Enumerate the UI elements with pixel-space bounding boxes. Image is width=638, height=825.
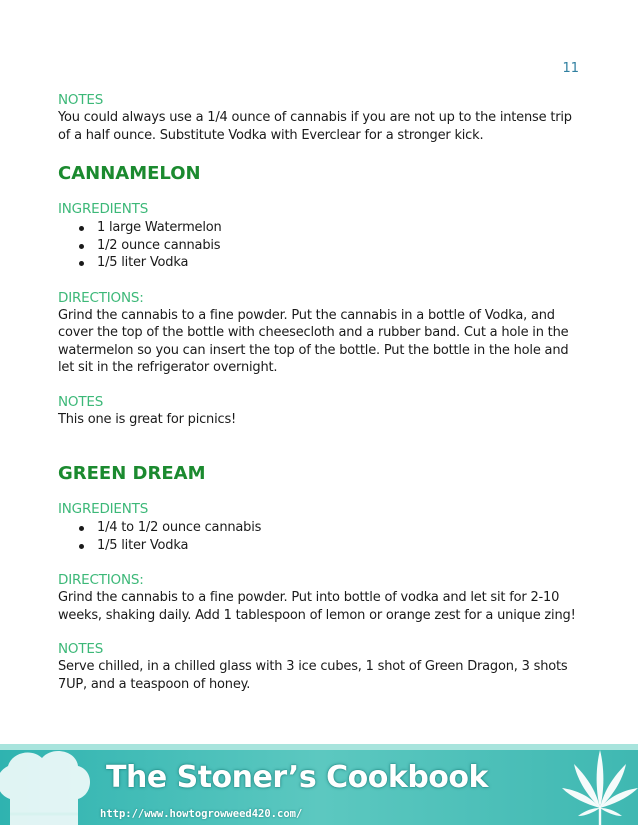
list-item: 1 large Watermelon (97, 219, 582, 237)
notes-text: This one is great for picnics! (58, 411, 237, 427)
chef-hat-icon (0, 744, 110, 825)
directions-text: Grind the cannabis to a fine powder. Put the cannabis in a bottle of Vodka, and cover the top of the bottle with cheesecloth and a rubber band. Cut a hole in the watermelon so you can insert the top of the bottle. Put the bottle in the hole and let sit in the refrigerator overnight. (58, 307, 569, 375)
ingredients-list (58, 519, 582, 554)
recipe-title-cannamelon: CANNAMELON (58, 163, 201, 184)
footer-banner (0, 744, 638, 825)
directions-text: Grind the cannabis to a fine powder. Put into bottle of vodka and let sit for 2-10 weeks, shaking daily. Add 1 tablespoon of lemon or orange zest for a unique zing! (58, 590, 576, 623)
list-item: 1/5 liter Vodka (97, 254, 582, 272)
brand-url[interactable]: http://www.howtogrowweed420.com/ (100, 808, 303, 820)
list-item: 1/4 to 1/2 ounce cannabis (97, 519, 582, 537)
notes-text: Serve chilled, in a chilled glass with 3 ice cubes, 1 shot of Green Dragon, 3 shots 7UP, and a teaspoon of honey. (58, 659, 568, 692)
ingredients-label: INGREDIENTS (58, 501, 149, 517)
notes-text: You could always use a 1/4 ounce of cannabis if you are not up to the intense trip of a half ounce. Substitute Vodka with Everclear for a stronger kick. (58, 110, 572, 143)
notes-label: NOTES (58, 393, 104, 410)
directions-label: DIRECTIONS: (58, 572, 144, 588)
notes-label: NOTES (58, 641, 104, 657)
directions-label: DIRECTIONS: (58, 289, 144, 306)
notes-label: NOTES (58, 92, 104, 108)
brand-title: The Stoner’s Cookbook (106, 760, 488, 795)
list-item: 1/5 liter Vodka (97, 537, 582, 555)
cannabis-leaf-icon (562, 748, 638, 825)
page-number: 11 (562, 61, 579, 76)
ingredients-list (58, 219, 582, 272)
list-item: 1/2 ounce cannabis (97, 237, 582, 255)
page-content (58, 92, 582, 693)
recipe-title-green-dream: GREEN DREAM (58, 463, 206, 484)
ingredients-label: INGREDIENTS (58, 201, 149, 217)
